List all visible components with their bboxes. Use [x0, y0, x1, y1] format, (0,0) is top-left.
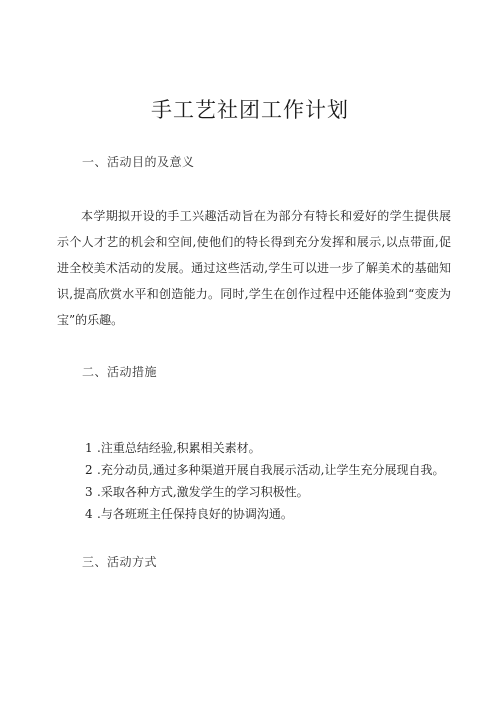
list-item-number: 1	[85, 441, 93, 455]
section-heading-methods: 三、活动方式	[82, 555, 158, 569]
list-item	[85, 481, 465, 503]
list-item	[85, 459, 465, 481]
document-title: 手工艺社团工作计划	[151, 98, 349, 122]
list-item-text: .与各班班主任保持良好的协调沟通。	[97, 507, 293, 521]
section-paragraph-purpose: 本学期拟开设的手工兴趣活动旨在为部分有特长和爱好的学生提供展示个人才艺的机会和空间,使他们的特长得到充分发挥和展示,以点带面,促进全校美术活动的发展。通过这些活动,学生可以进一步了解美术的基础知识,提高欣赏水平和创造能力。同时,学生在创作过程中还能体验到“变废为宝”的乐趣。	[57, 209, 451, 327]
list-item-text: .注重总结经验,积累相关素材。	[97, 441, 261, 455]
list-item-number: 2	[85, 463, 93, 477]
section-heading-purpose: 一、活动目的及意义	[82, 155, 195, 169]
list-item	[85, 503, 465, 525]
list-item-number: 3	[85, 485, 93, 499]
list-item	[85, 437, 465, 459]
list-item-text: .充分动员,通过多种渠道开展自我展示活动,让学生充分展现自我。	[97, 463, 445, 477]
section-heading-measures: 二、活动措施	[82, 365, 158, 379]
list-item-text: .采取各种方式,激发学生的学习积极性。	[97, 485, 309, 499]
list-item-number: 4	[85, 507, 93, 521]
measures-list	[85, 437, 465, 525]
